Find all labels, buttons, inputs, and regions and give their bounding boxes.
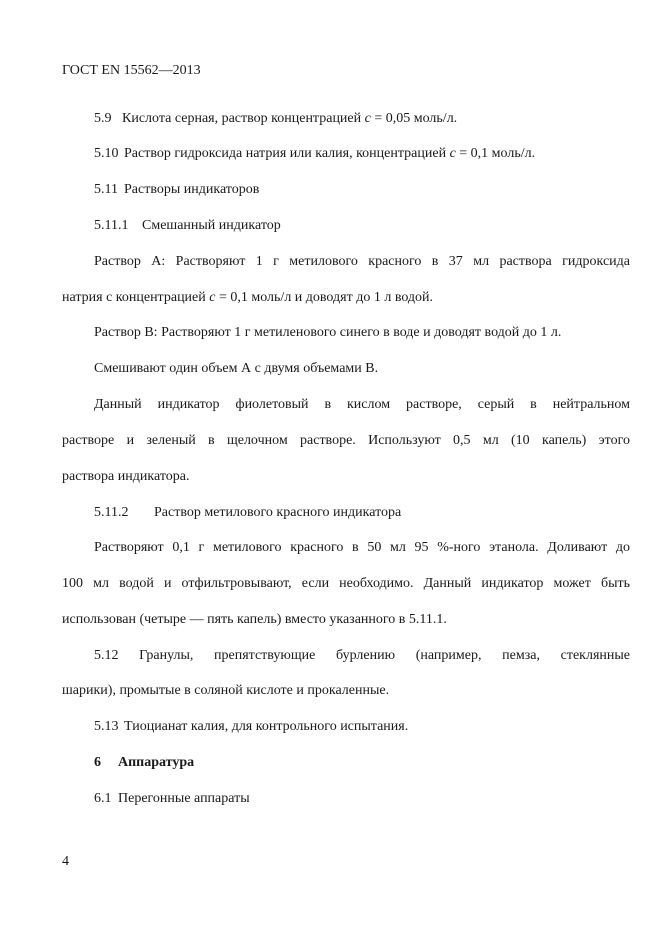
item-5-11-2	[94, 506, 401, 520]
text-end: = 0,1 моль/л и доводят до 1 л водой.	[215, 290, 434, 305]
mix-instruction: Смешивают один объем А с двумя объемами В.	[94, 361, 379, 376]
item-number: 6.1	[94, 791, 112, 806]
solution-b: Раствор В: Растворяют 1 г метиленового синего в воде и доводят водой до 1 л.	[94, 325, 562, 340]
page-number: 4	[62, 854, 69, 869]
item-5-12-line-1: 5.12 Гранулы, препятствующие бурлению (например, пемза, стеклянные	[94, 648, 630, 663]
document-header: ГОСТ EN 15562—2013	[62, 63, 201, 78]
section-number: 6	[94, 755, 101, 770]
item-number: 5.10	[94, 146, 119, 161]
indicator-desc-line-2: растворе и зеленый в щелочном растворе. Используют 0,5 мл (10 капель) этого	[62, 433, 630, 448]
variable-c: c	[449, 146, 456, 161]
item-text: Раствор гидроксида натрия или калия, концентрацией	[124, 146, 450, 161]
indicator-desc-line-3: раствора индикатора.	[62, 469, 190, 484]
item-5-10	[94, 147, 535, 161]
item-number: 5.9	[94, 111, 112, 126]
text: натрия с концентрацией	[62, 290, 210, 305]
item-5-11	[94, 183, 259, 197]
solution-a-line-2	[62, 291, 433, 305]
section-6-heading	[94, 756, 194, 770]
variable-c: c	[209, 290, 216, 305]
methyl-red-line-3: использован (четыре — пять капель) вместо указанного в 5.11.1.	[62, 612, 447, 627]
item-text: Растворы индикаторов	[124, 182, 260, 197]
item-5-9	[94, 112, 457, 126]
item-text: Кислота серная, раствор концентрацией	[122, 111, 365, 126]
indicator-desc-line-1: Данный индикатор фиолетовый в кислом растворе, серый в нейтральном	[94, 397, 630, 412]
methyl-red-line-2: 100 мл водой и отфильтровывают, если необходимо. Данный индикатор может быть	[62, 576, 630, 591]
item-number: 5.13	[94, 719, 119, 734]
item-text: Смешанный индикатор	[142, 218, 281, 233]
methyl-red-line-1: Растворяют 0,1 г метилового красного в 50 мл 95 %-ного этанола. Доливают до	[94, 540, 630, 555]
item-text-end: = 0,1 моль/л.	[455, 146, 536, 161]
item-text: Тиоцианат калия, для контрольного испытания.	[124, 719, 409, 734]
item-5-12-line-2: шарики), промытые в соляной кислоте и прокаленные.	[62, 683, 390, 698]
solution-a-line-1: Раствор А: Растворяют 1 г метилового красного в 37 мл раствора гидроксида	[94, 254, 630, 269]
variable-c: c	[364, 111, 371, 126]
section-title: Аппаратура	[118, 755, 195, 770]
item-6-1	[94, 792, 250, 806]
item-number: 5.11.1	[94, 218, 129, 233]
item-5-11-1	[94, 219, 281, 233]
item-number: 5.11	[94, 182, 118, 197]
item-text: Перегонные аппараты	[118, 791, 250, 806]
item-text: Раствор метилового красного индикатора	[154, 505, 402, 520]
item-text-end: = 0,05 моль/л.	[370, 111, 458, 126]
item-5-13	[94, 720, 408, 734]
item-number: 5.11.2	[94, 505, 129, 520]
